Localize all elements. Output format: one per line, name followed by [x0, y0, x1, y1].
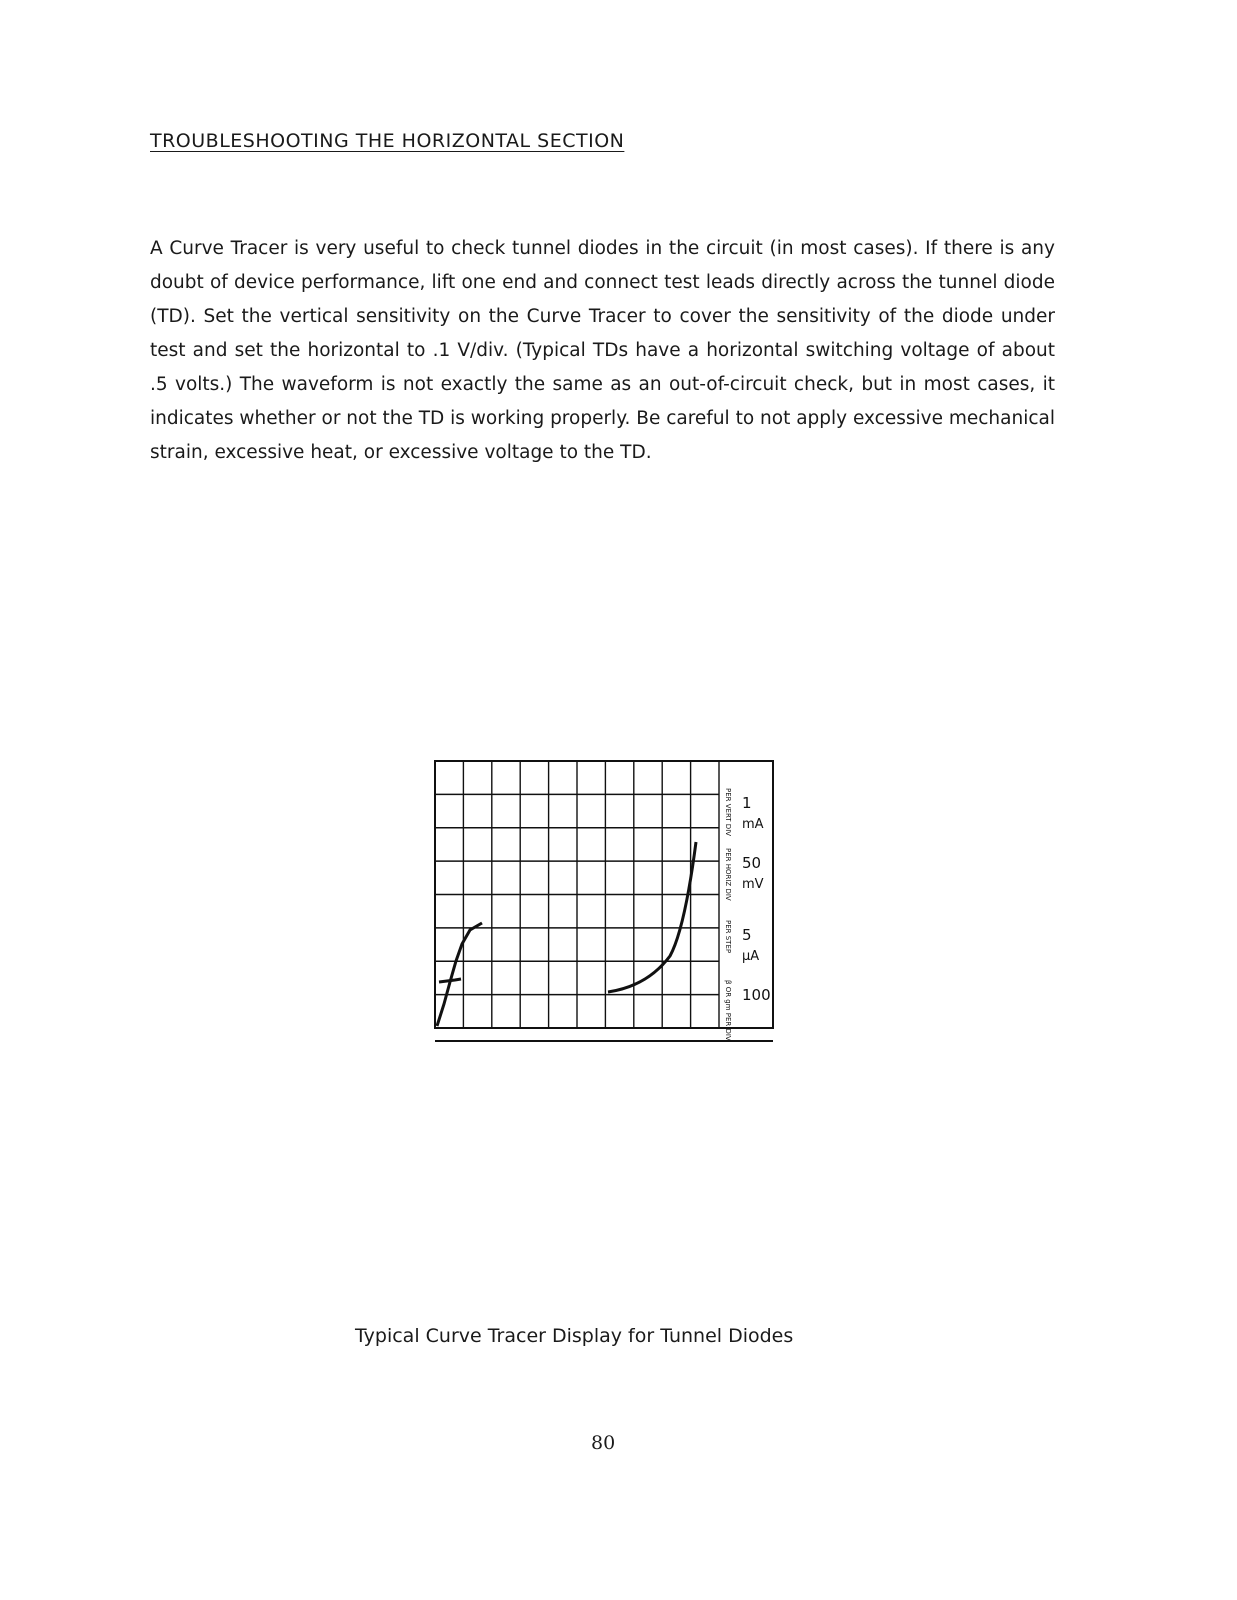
readout-value: 50: [742, 854, 762, 872]
figure-caption: Typical Curve Tracer Display for Tunnel Diodes: [355, 1325, 794, 1347]
readout-unit: µA: [742, 949, 760, 964]
readout-caption: PER VERT DIV: [724, 788, 732, 837]
step-curve-segment: [439, 979, 461, 982]
curve-tracer-figure: [430, 758, 780, 1052]
readout-unit: mV: [742, 877, 764, 892]
body-paragraph: A Curve Tracer is very useful to check tunnel diodes in the circuit (in most cases). If there is any doubt of device performance, lift one end and connect test leads directly across the tunnel diode (TD). Set the vertical sensitivity on the Curve Tracer to cover the sensitivity of the diode under test and set the horizontal to .1 V/div. (Typical TDs have a horizontal switching voltage of about .5 volts.) The waveform is not exactly the same as an out-of-circuit check, but in most cases, it indicates whether or not the TD is working properly. Be careful to not apply excessive mechanical strain, excessive heat, or excessive voltage to the TD.: [150, 238, 1056, 463]
section-heading: TROUBLESHOOTING THE HORIZONTAL SECTION: [150, 130, 625, 152]
readout-value: 100: [742, 986, 771, 1004]
graticule: [435, 761, 719, 1028]
readout-caption: PER STEP: [724, 920, 732, 954]
readout-column: [724, 788, 771, 1041]
readout-value: 1: [742, 794, 752, 812]
readout-caption: PER HORIZ DIV: [724, 848, 732, 901]
page-number: 80: [591, 1432, 616, 1454]
curve-tracer-display: [430, 758, 780, 1048]
readout-caption: β OR gm PER DIV: [724, 980, 732, 1041]
readout-value: 5: [742, 926, 752, 944]
tunnel-diode-curve-right: [608, 842, 696, 992]
readout-unit: mA: [742, 817, 764, 832]
tunnel-diode-curve-left: [437, 923, 482, 1026]
